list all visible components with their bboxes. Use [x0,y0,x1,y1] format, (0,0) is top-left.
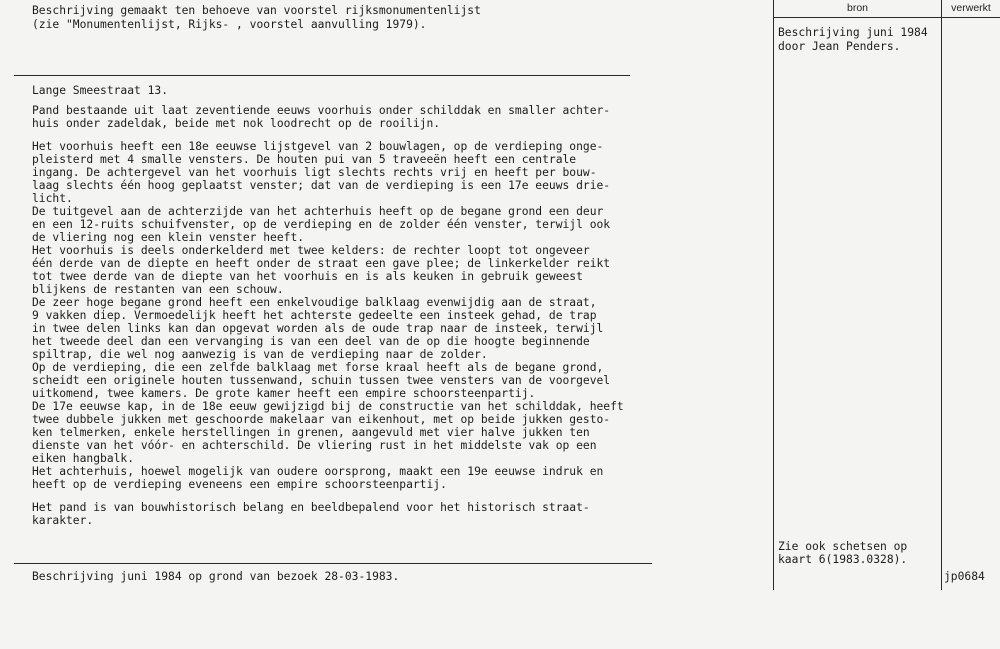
body-line: Op de verdieping, die een zelfde balklaag met forse kraal heeft als de begane grond, [32,361,604,374]
body-line: dienste van het vóór- en achterschild. De vliering rust in het middelste vak op een [32,439,597,452]
bron-note-line-2: kaart 6(1983.0328). [778,553,908,566]
bron-line-1: Beschrijving juni 1984 [778,26,928,39]
body-line: karakter. [32,514,94,527]
body-line: pleisterd met 4 smalle vensters. De houten pui van 5 traveeën heeft een centrale [32,153,577,166]
body-line: in twee delen links kan dan opgevat worden als de oude trap naar de insteek, terwijl [32,322,604,335]
title-top-rule [14,75,630,76]
body-line: blijkens de restanten van een schouw. [32,283,284,296]
footer-top-rule [14,563,652,564]
bron-line-2: door Jean Penders. [778,40,901,53]
body-line: Het achterhuis, hoewel mogelijk van oudere oorsprong, maakt een 19e eeuwse indruk en [32,465,604,478]
body-line: 9 vakken diep. Vermoedelijk heeft het achterste gedeelte een insteek gehad, de trap [32,309,597,322]
document-code: jp0684 [944,570,985,583]
page-title: Lange Smeestraat 13. [32,84,169,97]
body-line: laag slechts één hoog geplaatst venster; dat van de verdieping is een 17e eeuws drie- [32,179,611,192]
body-line: Pand bestaande uit laat zeventiende eeuws voorhuis onder schilddak en smaller achter- [32,104,611,117]
body-line: licht. [32,192,73,205]
divider-left-of-verwerkt [941,0,942,590]
body-line: één derde van de diepte en heeft onder de straat een gave plee; de linkerkelder reikt [32,257,611,270]
body-line: De 17e eeuwse kap, in de 18e eeuw gewijzigd bij de constructie van het schilddak, heeft [32,400,624,413]
divider-left-of-bron [773,0,774,590]
verwerkt-column-header: verwerkt [951,2,991,14]
body-line: Het pand is van bouwhistorisch belang en beeldbepalend voor het historisch straat- [32,501,590,514]
divider-header-bottom [773,17,1000,18]
body-line: scheidt een originele houten tussenwand, schuin tussen twee vensters van de voorgevel [32,374,611,387]
body-line: tot twee derde van de diepte van het voorhuis en is als keuken in gebruik geweest [32,270,583,283]
body-line: ingang. De achtergevel van het voorhuis ligt slechts rechts vrij en heeft per bouw- [32,166,597,179]
body-line: huis onder zadeldak, beide met nok loodrecht op de rooilijn. [32,117,441,130]
body-line: heeft op de verdieping eveneens een empire schoorsteenpartij. [32,478,447,491]
body-line: De zeer hoge begane grond heeft een enkelvoudige balklaag evenwijdig aan de straat, [32,296,597,309]
body-line: uitkomend, twee kamers. De grote kamer heeft een empire schoorsteenpartij. [32,387,536,400]
body-line: het tweede deel dan een vervanging is van een deel van de op die hoogte beginnende [32,335,590,348]
header-line-1: Beschrijving gemaakt ten behoeve van voorstel rijksmonumentenlijst [32,4,481,17]
body-line: en een 12-ruits schuifvenster, op de verdieping en de zolder één venster, terwijl ook [32,218,611,231]
body-line: spiltrap, die wel nog aanwezig is van de verdieping naar de zolder. [32,348,488,361]
body-line: twee dubbele jukken met geschoorde makelaar van eikenhout, met op beide jukken gesto- [32,413,611,426]
header-line-2: (zie "Monumentenlijst, Rijks- , voorstel aanvulling 1979). [32,18,427,31]
body-line: eiken hangbalk. [32,452,135,465]
footer-note: Beschrijving juni 1984 op grond van bezoek 28-03-1983. [32,570,400,583]
body-line: de vliering nog een klein venster heeft. [32,231,305,244]
body-line: ken telmerken, enkele herstellingen in grenen, aangevuld met vier halve jukken ten [32,426,590,439]
body-line: Het voorhuis is deels onderkelderd met twee kelders: de rechter loopt tot ongeveer [32,244,590,257]
bron-column-header: bron [846,2,868,14]
body-line: Het voorhuis heeft een 18e eeuwse lijstgevel van 2 bouwlagen, op de verdieping onge- [32,140,604,153]
body-line: De tuitgevel aan de achterzijde van het achterhuis heeft op de begane grond een deur [32,205,604,218]
bron-note-line-1: Zie ook schetsen op [778,540,908,553]
